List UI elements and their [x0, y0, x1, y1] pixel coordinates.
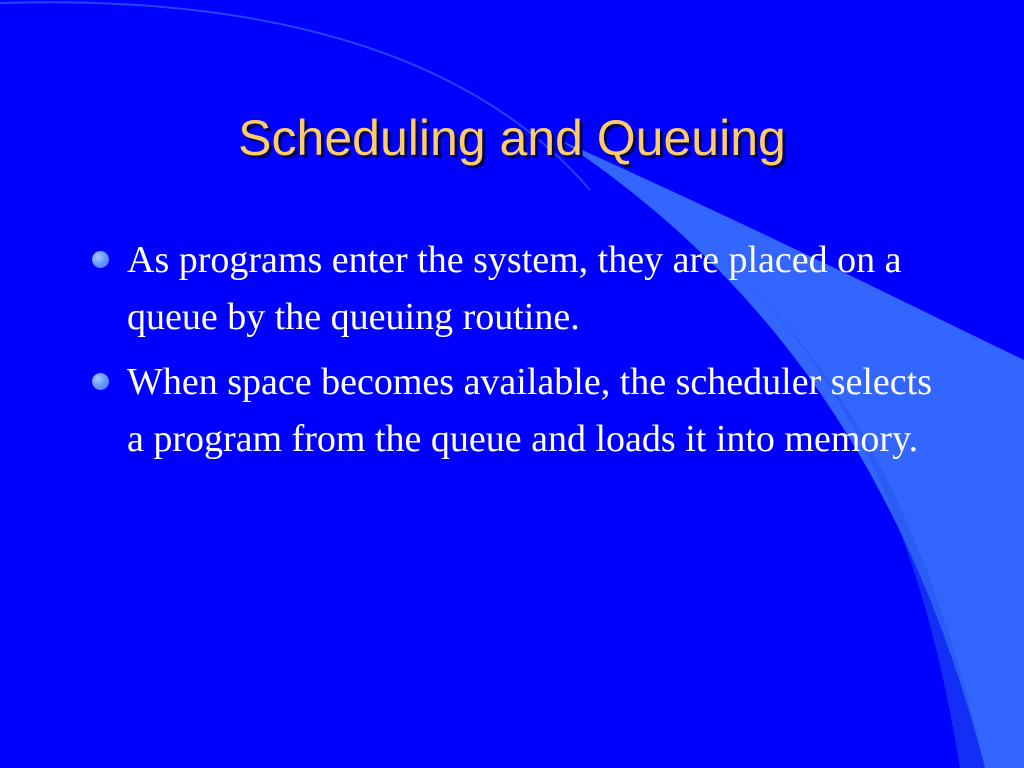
bullet-list [90, 232, 950, 476]
bullet-text: As programs enter the system, they are placed on a queue by the queuing routine. [127, 239, 902, 338]
bullet-item [90, 354, 950, 468]
bullet-text: When space becomes available, the scheduler selects a program from the queue and loads it into memory. [127, 361, 933, 460]
slide-title: Scheduling and Queuing [238, 110, 786, 166]
bullet-dot-icon [92, 373, 109, 390]
bullet-dot-icon [92, 251, 109, 268]
bullet-item [90, 232, 950, 346]
